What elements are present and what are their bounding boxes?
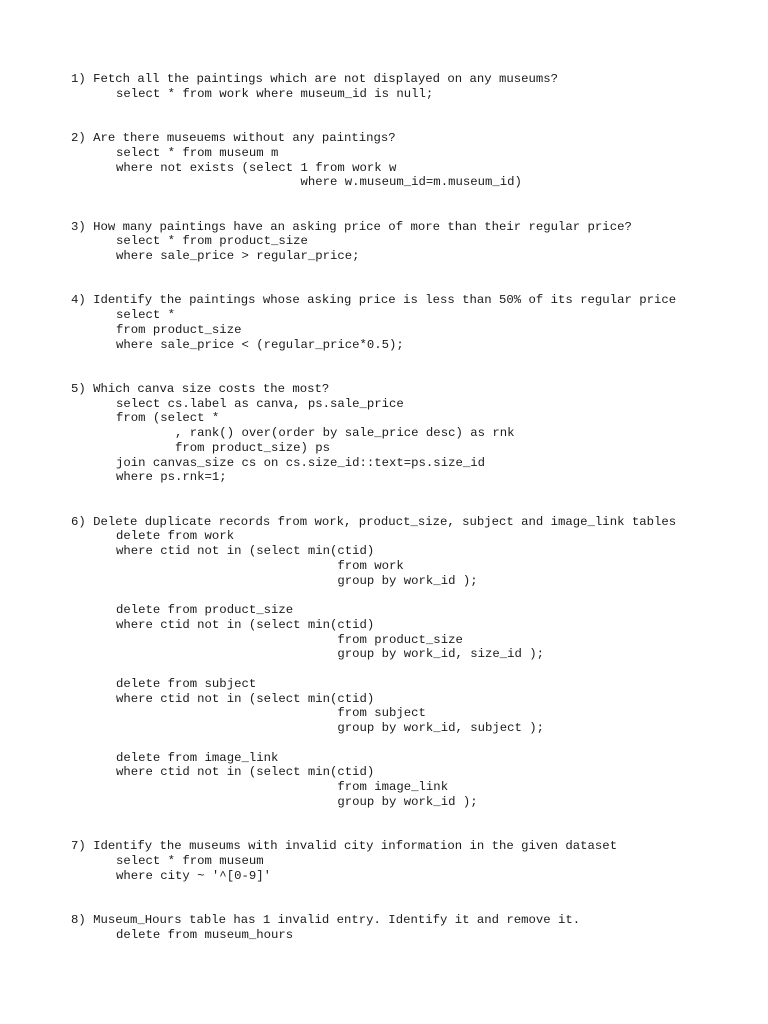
question-text: 6) Delete duplicate records from work, product_size, subject and image_link tables: [71, 514, 677, 529]
code-line: group by work_id, size_id );: [116, 647, 545, 662]
code-line: delete from subject: [116, 676, 257, 691]
code-line: from subject: [116, 706, 426, 721]
question-block-3: [71, 220, 731, 264]
code-line: group by work_id );: [116, 794, 478, 809]
question-text: 2) Are there museuems without any paintings?: [71, 131, 396, 145]
code-line: where ctid not in (select min(ctid): [116, 691, 375, 706]
code-line: where w.museum_id=m.museum_id): [116, 175, 522, 190]
question-text: 1) Fetch all the paintings which are not displayed on any museums?: [71, 72, 559, 86]
question-block-8: [71, 913, 731, 943]
code-line: delete from image_link: [116, 750, 279, 765]
code-line: from work: [116, 558, 404, 573]
question-block-4: [71, 293, 731, 352]
code-line: where sale_price > regular_price;: [116, 249, 360, 263]
code-line: delete from work: [116, 529, 235, 544]
code-line: group by work_id, subject );: [116, 721, 545, 735]
sql-code: [71, 146, 731, 190]
code-line: where ps.rnk=1;: [116, 470, 227, 485]
question-block-7: [71, 839, 731, 883]
code-line: join canvas_size cs on cs.size_id::text=ps.size_id: [116, 455, 485, 470]
sql-code: [71, 308, 731, 352]
code-line: select *: [116, 308, 176, 322]
question-text: 7) Identify the museums with invalid city information in the given dataset: [71, 839, 618, 853]
code-line: select * from museum m: [116, 145, 279, 160]
code-line: where ctid not in (select min(ctid): [116, 765, 375, 780]
code-line: from (select *: [116, 411, 220, 426]
sql-code: [71, 529, 731, 809]
delete-statement-product-size: [116, 603, 731, 662]
code-line: , rank() over(order by sale_price desc) as rnk: [116, 426, 515, 440]
code-line: where sale_price < (regular_price*0.5);: [116, 337, 404, 352]
code-line: from product_size) ps: [116, 440, 331, 455]
code-line: delete from museum_hours: [116, 927, 294, 942]
delete-statement-work: [116, 529, 731, 588]
question-text: 4) Identify the paintings whose asking price is less than 50% of its regular price: [71, 293, 677, 308]
question-text: 5) Which canva size costs the most?: [71, 381, 330, 396]
code-line: group by work_id );: [116, 573, 478, 588]
code-line: where ctid not in (select min(ctid): [116, 544, 375, 558]
code-line: from image_link: [116, 780, 449, 794]
sql-code: [71, 854, 731, 884]
delete-statement-subject: [116, 677, 731, 736]
document-body: [71, 72, 731, 972]
sql-code: [71, 397, 731, 486]
code-line: where not exists (select 1 from work w: [116, 160, 397, 175]
question-block-5: [71, 382, 731, 485]
question-block-2: [71, 131, 731, 190]
question-block-6: [71, 515, 731, 810]
code-line: select * from museum: [116, 853, 264, 868]
question-text: 3) How many paintings have an asking price of more than their regular price?: [71, 219, 632, 234]
code-line: select * from product_size: [116, 234, 308, 249]
question-text: 8) Museum_Hours table has 1 invalid entry. Identify it and remove it.: [71, 912, 581, 927]
question-block-1: [71, 72, 731, 102]
sql-code: [71, 234, 731, 264]
sql-code: [71, 87, 731, 102]
code-line: from product_size: [116, 632, 463, 647]
code-line: from product_size: [116, 322, 242, 337]
code-line: select * from work where museum_id is null;: [116, 86, 434, 101]
code-line: select cs.label as canva, ps.sale_price: [116, 396, 404, 411]
sql-code: [71, 928, 731, 943]
code-line: delete from product_size: [116, 603, 294, 617]
delete-statement-image-link: [116, 751, 731, 810]
code-line: where city ~ '^[0-9]': [116, 868, 271, 883]
code-line: where ctid not in (select min(ctid): [116, 617, 375, 632]
